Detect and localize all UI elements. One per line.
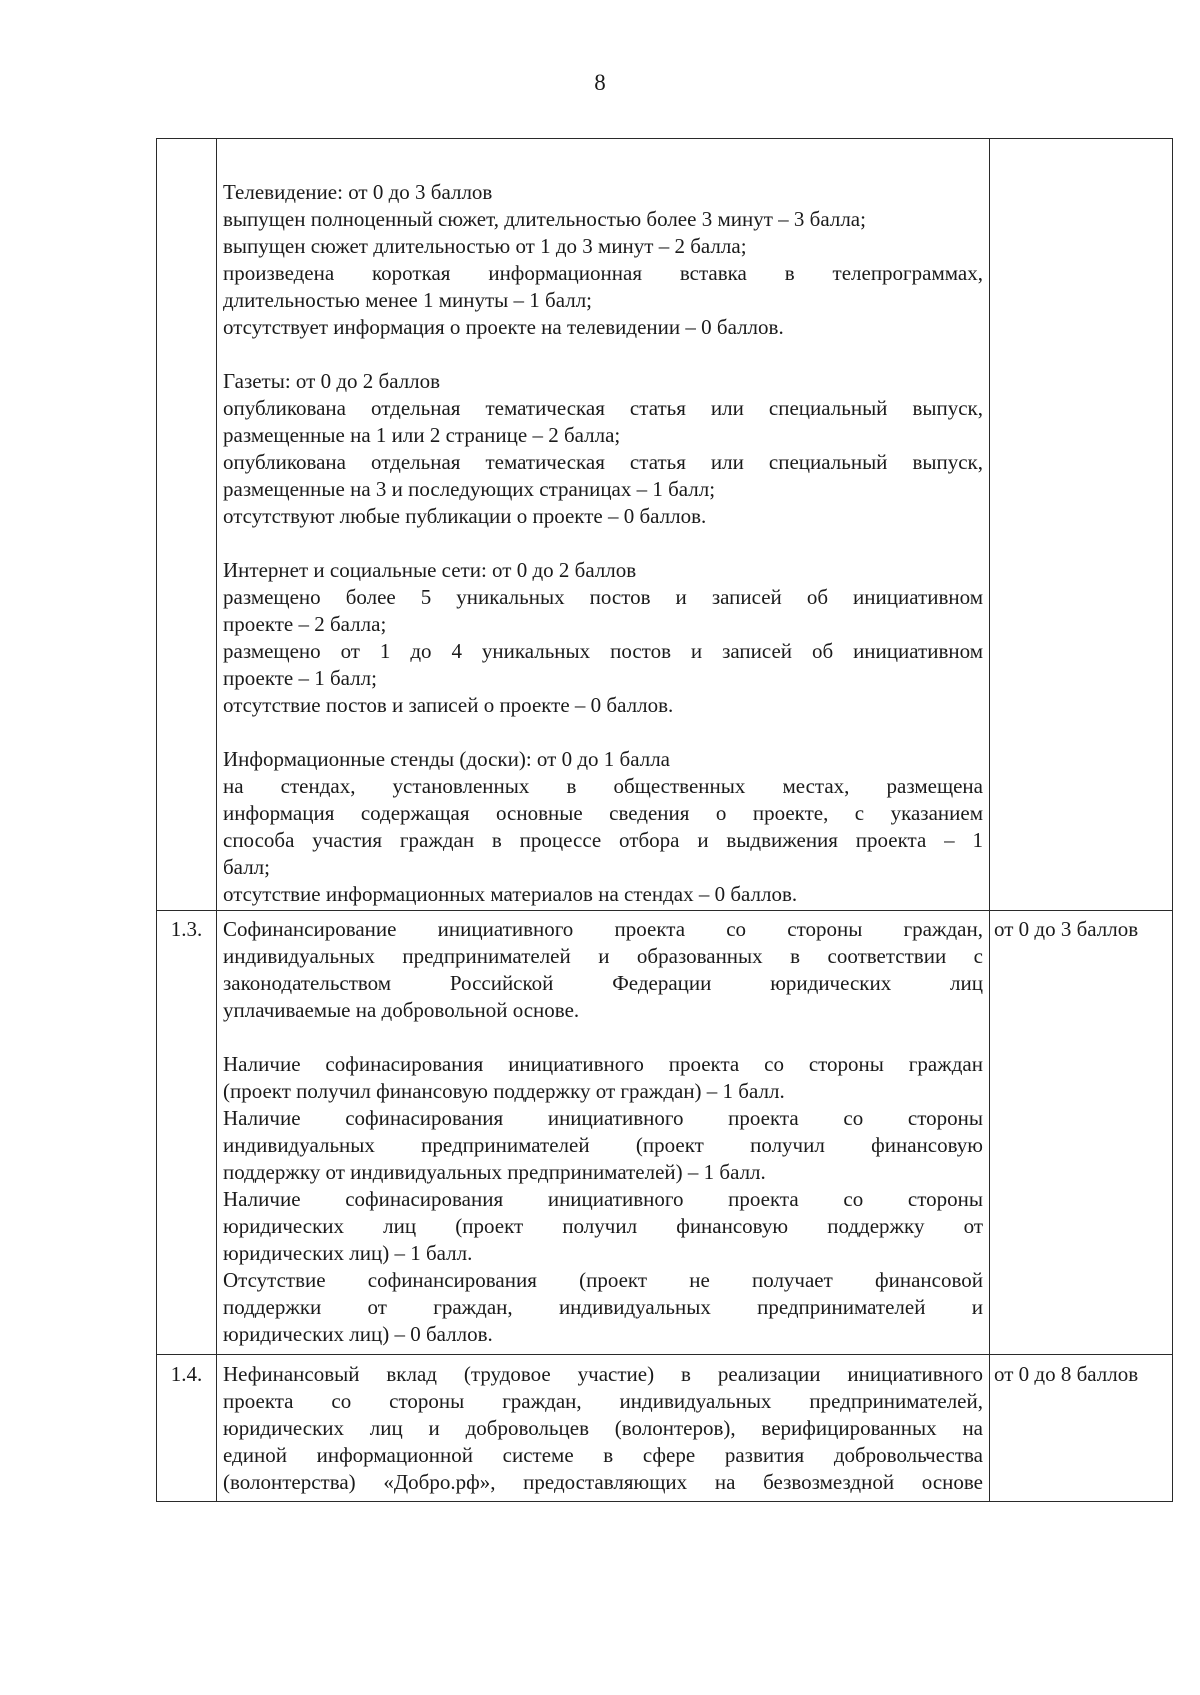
score-cell <box>990 139 1173 911</box>
block-line: законодательством Российской Федерации юридических лиц <box>223 971 983 995</box>
block-line: единой информационной системе в сфере развития добровольчества <box>223 1443 983 1467</box>
block-line: Софинансирование инициативного проекта со стороны граждан, <box>223 917 983 941</box>
block-line: размещенные на 3 и последующих страницах – 1 балл; <box>223 477 716 501</box>
block-line: размещенные на 1 или 2 странице – 2 балла; <box>223 423 621 447</box>
block-line: выпущен полноценный сюжет, длительностью более 3 минут – 3 балла; <box>223 207 866 231</box>
block-line: юридических лиц и добровольцев (волонтеров), верифицированных на <box>223 1416 983 1440</box>
block-television <box>223 179 983 341</box>
block-line: Нефинансовый вклад (трудовое участие) в реализации инициативного <box>223 1362 983 1386</box>
row-number-cell <box>157 139 217 911</box>
block-heading: Газеты: от 0 до 2 баллов <box>223 369 441 393</box>
block-line: поддержки от граждан, индивидуальных предпринимателей и <box>223 1295 983 1319</box>
block-line: Наличие софинасирования инициативного проекта со стороны граждан <box>223 1052 983 1076</box>
nonfinancial-contribution <box>223 1361 983 1496</box>
score-range: от 0 до 3 баллов <box>990 911 1173 1355</box>
block-line: информация содержащая основные сведения о проекте, с указанием <box>223 801 983 825</box>
row-number: 1.3. <box>157 911 217 1355</box>
block-line: индивидуальных предпринимателей и образованных в соответствии с <box>223 944 983 968</box>
table-row-1-3 <box>157 911 1173 1355</box>
score-range: от 0 до 8 баллов <box>990 1355 1173 1502</box>
block-line: юридических лиц) – 0 баллов. <box>223 1322 493 1346</box>
block-line: произведена короткая информационная вставка в телепрограммах, <box>223 261 983 285</box>
block-line: поддержку от индивидуальных предпринимателей) – 1 балл. <box>223 1160 766 1184</box>
cofinancing-intro <box>223 916 983 1024</box>
block-newspapers <box>223 368 983 530</box>
block-line: проекте – 2 балла; <box>223 612 387 636</box>
table-row-continuation <box>157 139 1173 911</box>
criteria-text-cell <box>217 1355 990 1502</box>
block-line: длительностью менее 1 минуты – 1 балл; <box>223 288 593 312</box>
block-line: проекта со стороны граждан, индивидуальных предпринимателей, <box>223 1389 983 1413</box>
cofinancing-details <box>223 1051 983 1348</box>
block-line: (проект получил финансовую поддержку от граждан) – 1 балл. <box>223 1079 785 1103</box>
page-number: 8 <box>594 70 606 95</box>
block-line: отсутствует информация о проекте на телевидении – 0 баллов. <box>223 315 784 339</box>
block-line: уплачиваемые на добровольной основе. <box>223 998 580 1022</box>
block-line: юридических лиц) – 1 балл. <box>223 1241 473 1265</box>
block-line: отсутствие информационных материалов на стендах – 0 баллов. <box>223 882 798 906</box>
criteria-text-cell <box>217 139 990 911</box>
table-row-1-4 <box>157 1355 1173 1502</box>
block-line: отсутствие постов и записей о проекте – 0 баллов. <box>223 693 674 717</box>
block-line: опубликована отдельная тематическая статья или специальный выпуск, <box>223 396 983 420</box>
block-heading: Телевидение: от 0 до 3 баллов <box>223 180 493 204</box>
block-info-stands <box>223 746 983 908</box>
block-internet <box>223 557 983 719</box>
block-line: Наличие софинасирования инициативного проекта со стороны <box>223 1106 983 1130</box>
block-line: размещено более 5 уникальных постов и записей об инициативном <box>223 585 983 609</box>
block-line: Отсутствие софинансирования (проект не получает финансовой <box>223 1268 983 1292</box>
block-line: опубликована отдельная тематическая статья или специальный выпуск, <box>223 450 983 474</box>
block-line: на стендах, установленных в общественных местах, размещена <box>223 774 983 798</box>
block-line: (волонтерства) «Добро.рф», предоставляющих на безвозмездной основе <box>223 1470 983 1494</box>
block-line: выпущен сюжет длительностью от 1 до 3 минут – 2 балла; <box>223 234 747 258</box>
block-heading: Интернет и социальные сети: от 0 до 2 баллов <box>223 558 637 582</box>
block-line: индивидуальных предпринимателей (проект получил финансовую <box>223 1133 983 1157</box>
row-number: 1.4. <box>157 1355 217 1502</box>
block-heading: Информационные стенды (доски): от 0 до 1 балла <box>223 747 670 771</box>
block-line: балл; <box>223 855 270 879</box>
block-line: проекте – 1 балл; <box>223 666 377 690</box>
block-line: отсутствуют любые публикации о проекте – 0 баллов. <box>223 504 707 528</box>
block-line: размещено от 1 до 4 уникальных постов и записей об инициативном <box>223 639 983 663</box>
criteria-text-cell <box>217 911 990 1355</box>
block-line: способа участия граждан в процессе отбора и выдвижения проекта – 1 <box>223 828 983 852</box>
block-line: юридических лиц (проект получил финансовую поддержку от <box>223 1214 983 1238</box>
block-line: Наличие софинасирования инициативного проекта со стороны <box>223 1187 983 1211</box>
criteria-table <box>156 138 1173 1502</box>
